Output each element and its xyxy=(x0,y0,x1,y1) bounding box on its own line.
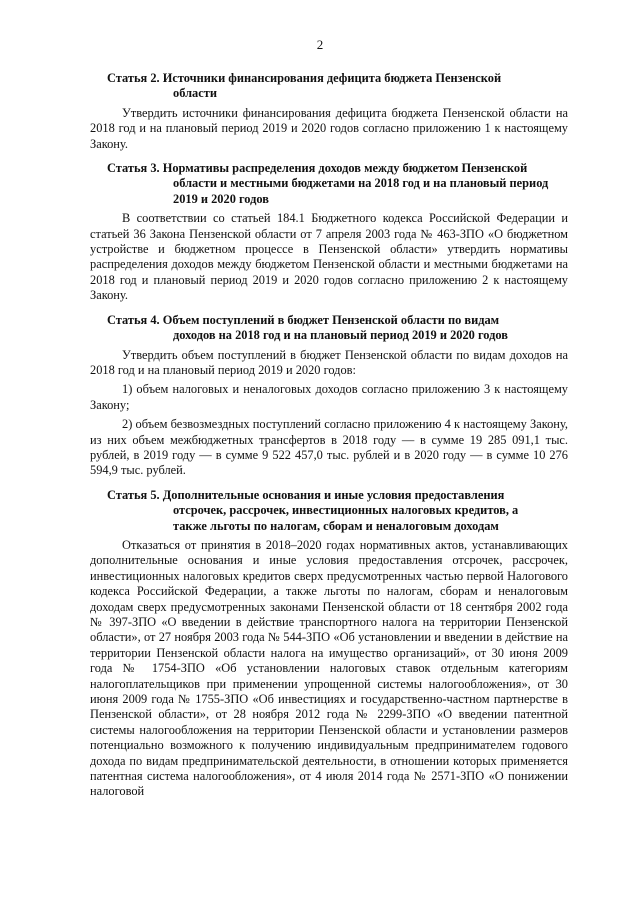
article-4-list-item-1: 1) объем налоговых и неналоговых доходов согласно приложению 3 к настоящему Закону; xyxy=(90,382,568,412)
heading-line: области и местными бюджетами на 2018 год и на плановый период xyxy=(173,176,549,191)
heading-line: 2019 и 2020 годов xyxy=(173,191,269,206)
article-4-paragraph: Утвердить объем поступлений в бюджет Пензенской области по видам доходов на 2018 год и на плановый период 2019 и 2020 годов: xyxy=(90,347,568,377)
article-3-heading xyxy=(90,161,568,207)
article-4-heading xyxy=(90,313,568,344)
heading-line: доходов на 2018 год и на плановый период 2019 и 2020 годов xyxy=(173,328,508,343)
heading-line: Статья 3. Нормативы распределения доходов между бюджетом Пензенской xyxy=(107,161,528,176)
article-2-paragraph: Утвердить источники финансирования дефицита бюджета Пензенской области на 2018 год и на плановый период 2019 и 2020 годов согласно приложению 1 к настоящему Закону. xyxy=(90,105,568,151)
article-2-heading xyxy=(90,71,568,102)
heading-line: Статья 4. Объем поступлений в бюджет Пензенской области по видам xyxy=(107,312,500,327)
heading-line: области xyxy=(173,86,217,101)
document-body xyxy=(90,71,568,800)
article-5 xyxy=(90,488,568,800)
article-5-heading xyxy=(90,488,568,534)
article-2 xyxy=(90,71,568,152)
article-5-paragraph: Отказаться от принятия в 2018–2020 годах нормативных актов, устанавливающих дополнительные основания и иные условия предоставления отсрочек, рассрочек, инвестиционных налоговых кредитов сверх предусмотренных частью первой Налогового кодекса Российской Федерации, а также льготы по налогам, сборам и неналоговым доходам сверх предусмотренных законами Пензенской области от 18 сентября 2002 года № 397-ЗПО «О введении в действие транспортного налога на территории Пензенской области», от 27 ноября 2003 года № 544-ЗПО «Об установлении и введении в действие на территории Пензенской области налога на имущество организаций», от 30 июня 2009 года № 1754-ЗПО «Об установлении налоговых ставок отдельным категориям налогоплательщиков при применении упрощенной системы налогообложения», от 30 июня 2009 года № 1755-ЗПО «Об инвестициях и государственно-частном партнерстве в Пензенской области», от 28 ноября 2012 года № 2299-ЗПО «О введении патентной системы налогообложения на территории Пензенской области и установлении размеров потенциально возможного к получению индивидуальным предпринимателем годового дохода по видам предпринимательской деятельности, в отношении которых применяется патентная система налогообложения», от 4 июля 2014 года № 2571-ЗПО «О понижении налоговой xyxy=(90,537,568,799)
article-4-list-item-2: 2) объем безвозмездных поступлений согласно приложению 4 к настоящему Закону, из них объем межбюджетных трансфертов в 2018 году — в сумме 19 285 091,1 тыс. рублей, в 2019 году — в сумме 9 522 457,0 тыс. рублей и в 2020 году — в сумме 10 276 594,9 тыс. рублей. xyxy=(90,417,568,478)
heading-line: отсрочек, рассрочек, инвестиционных налоговых кредитов, а xyxy=(173,503,519,518)
article-3-paragraph: В соответствии со статьей 184.1 Бюджетного кодекса Российской Федерации и статьей 36 Закона Пензенской области от 7 апреля 2003 года № 463-ЗПО «О бюджетном устройстве и бюджетном процессе в Пензенской области» утвердить нормативы распределения доходов между бюджетом Пензенской области и местными бюджетами на 2018 год и плановый период 2019 и 2020 годов согласно приложению 2 к настоящему Закону. xyxy=(90,211,568,303)
page-number: 2 xyxy=(316,37,324,52)
heading-line: также льготы по налогам, сборам и неналоговым доходам xyxy=(173,518,499,533)
article-3 xyxy=(90,161,568,304)
article-4 xyxy=(90,313,568,479)
heading-line: Статья 5. Дополнительные основания и иные условия предоставления xyxy=(107,487,505,502)
heading-line: Статья 2. Источники финансирования дефицита бюджета Пензенской xyxy=(107,71,502,85)
